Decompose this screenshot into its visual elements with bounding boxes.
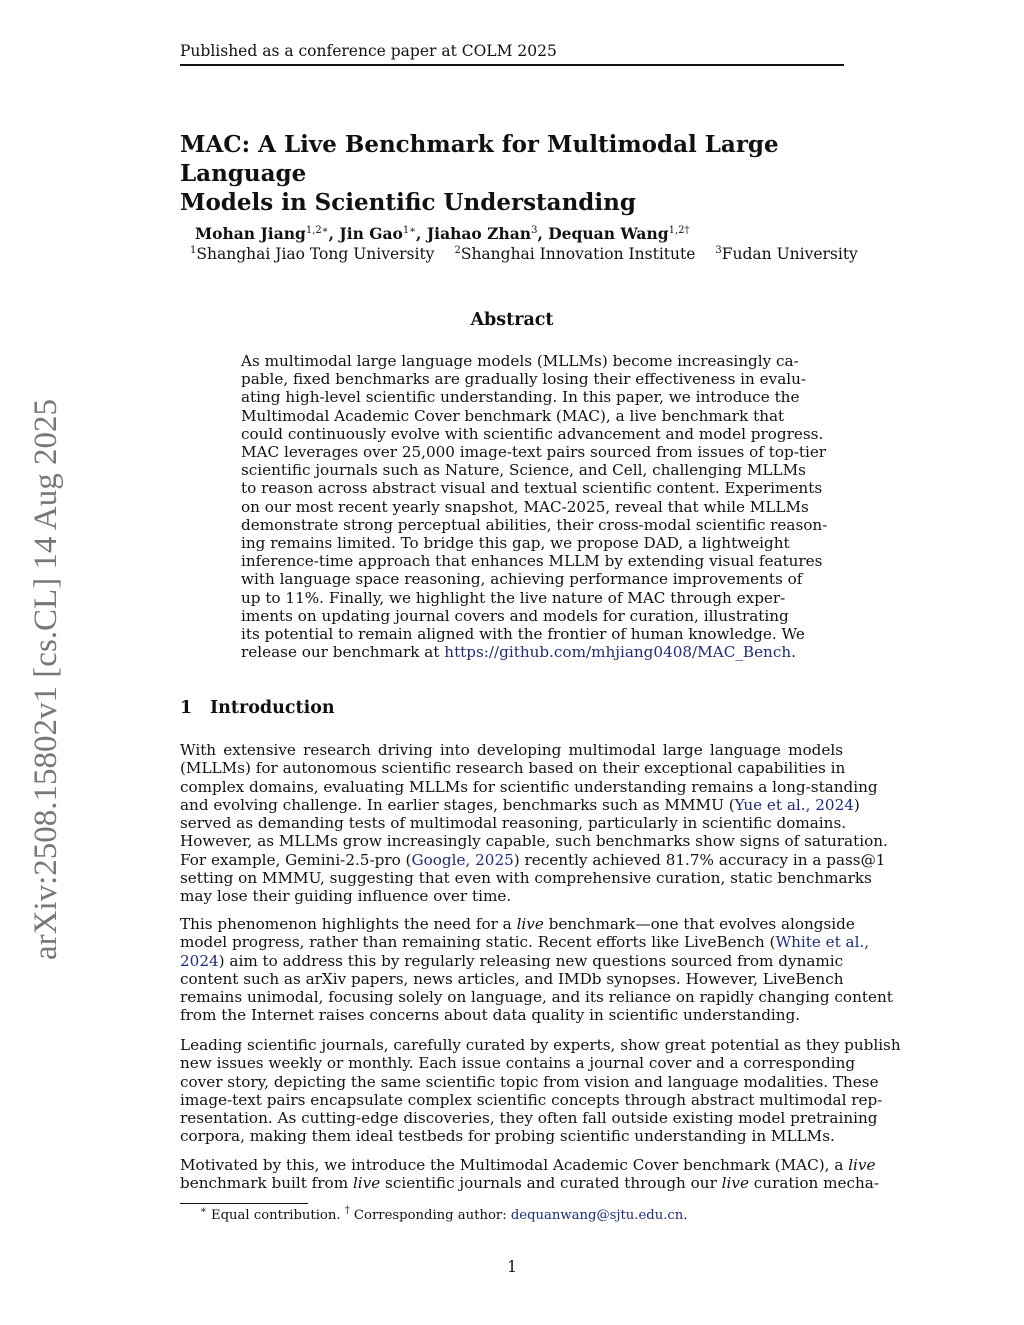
affiliation-list xyxy=(190,243,858,265)
text-line: complex domains, evaluating MLLMs for scientific understanding remains a long-standing xyxy=(180,777,878,796)
text-line: benchmark built from live scientific journals and curated through our live curation mecha- xyxy=(180,1174,879,1193)
footnote: ∗ Equal contribution. † Corresponding author: dequanwang@sjtu.edu.cn. xyxy=(200,1205,688,1223)
text-line: content such as arXiv papers, news articles, and IMDb synopses. However, LiveBench xyxy=(180,969,844,988)
abstract-line: with language space reasoning, achieving performance improvements of xyxy=(241,570,803,589)
abstract-line: to reason across abstract visual and textual scientific content. Experiments xyxy=(241,479,823,498)
text-line: 2024) aim to address this by regularly releasing new questions sourced from dynamic xyxy=(180,951,844,970)
email-link[interactable]: dequanwang@sjtu.edu.cn xyxy=(510,1208,684,1223)
abstract-line: release our benchmark at https://github.com/mhjiang0408/MAC_Bench. xyxy=(241,643,796,662)
emphasis: live xyxy=(721,1174,749,1193)
text-line: Leading scientific journals, carefully curated by experts, show great potential as they publish xyxy=(180,1036,901,1054)
text-line: cover story, depicting the same scientific topic from vision and language modalities. These xyxy=(180,1072,879,1091)
text-line: This phenomenon highlights the need for a live benchmark—one that evolves alongside xyxy=(180,915,855,933)
abstract-line: demonstrate strong perceptual abilities, their cross-modal scientific reason- xyxy=(241,515,828,534)
text-line: setting on MMMU, suggesting that even with comprehensive curation, static benchmarks xyxy=(180,869,872,888)
citation-link[interactable]: Yue et al., 2024 xyxy=(734,795,854,814)
citation-link[interactable]: Google, 2025 xyxy=(411,850,514,869)
abstract-line: inference-time approach that enhances MLLM by extending visual features xyxy=(241,552,823,571)
abstract-line: could continuously evolve with scientific advancement and model progress. xyxy=(241,424,824,443)
text-line: from the Internet raises concerns about data quality in scientific understanding. xyxy=(180,1006,801,1025)
text-line: new issues weekly or monthly. Each issue contains a journal cover and a corresponding xyxy=(180,1054,856,1073)
abstract-body xyxy=(241,352,828,662)
affiliation: $^2$Shanghai Innovation Institute xyxy=(454,245,696,263)
arxiv-identifier: arXiv:2508.15802v1 [cs.CL] 14 Aug 2025 xyxy=(28,399,64,960)
title-line-1: MAC: A Live Benchmark for Multimodal Large Language xyxy=(180,131,779,187)
emphasis: live xyxy=(848,1156,876,1174)
author: Jin Gao$^{1∗}$, xyxy=(339,224,427,243)
abstract-line: ating high-level scientific understanding. In this paper, we introduce the xyxy=(241,388,800,407)
section-number: 1 xyxy=(180,698,193,718)
abstract-line: on our most recent yearly snapshot, MAC-2025, reveal that while MLLMs xyxy=(241,497,809,516)
abstract-line: its potential to remain aligned with the frontier of human knowledge. We xyxy=(241,625,805,644)
footnote-rule xyxy=(180,1203,308,1204)
citation-link[interactable]: 2024 xyxy=(180,951,219,970)
paragraph xyxy=(180,915,893,1025)
abstract-line: iments on updating journal covers and models for curation, illustrating xyxy=(241,606,789,625)
section-title: Introduction xyxy=(210,698,335,718)
abstract-line: Multimodal Academic Cover benchmark (MAC), a live benchmark that xyxy=(241,406,785,425)
author: Jiahao Zhan$^3$, xyxy=(426,224,549,243)
paragraph xyxy=(180,1156,879,1193)
text-line: served as demanding tests of multimodal reasoning, particularly in scientific domains. xyxy=(180,814,847,833)
abstract-line: pable, fixed benchmarks are gradually losing their effectiveness in evalu- xyxy=(241,370,807,389)
abstract-line: MAC leverages over 25,000 image-text pairs sourced from issues of top-tier xyxy=(241,443,827,462)
section-heading xyxy=(180,698,335,718)
author-list xyxy=(195,223,835,245)
text-line: With extensive research driving into developing multimodal large language models xyxy=(180,741,843,759)
citation-link[interactable]: White et al., xyxy=(775,933,870,952)
title-line-2: Models in Scientific Understanding xyxy=(180,189,636,216)
abstract-line: up to 11%. Finally, we highlight the live nature of MAC through exper- xyxy=(241,588,786,607)
text-line: and evolving challenge. In earlier stages, benchmarks such as MMMU (Yue et al., 2024) xyxy=(180,795,860,814)
paragraph xyxy=(180,1036,901,1146)
text-line: corpora, making them ideal testbeds for probing scientific understanding in MLLMs. xyxy=(180,1127,835,1146)
text-line: For example, Gemini-2.5-pro (Google, 2025) recently achieved 81.7% accuracy in a pass@1 xyxy=(180,850,886,869)
header-rule xyxy=(180,64,844,66)
author: Mohan Jiang$^{1,2∗}$, xyxy=(195,224,340,243)
github-link[interactable]: https://github.com/mhjiang0408/MAC_Bench xyxy=(444,643,792,662)
abstract-line: ing remains limited. To bridge this gap, we propose DAD, a lightweight xyxy=(241,534,790,553)
text-line: However, as MLLMs grow increasingly capable, such benchmarks show signs of saturation. xyxy=(180,832,888,851)
abstract-heading: Abstract xyxy=(470,310,554,330)
paragraph xyxy=(180,741,888,906)
text-line: (MLLMs) for autonomous scientific research based on their exceptional capabilities in xyxy=(180,759,846,778)
text-line: model progress, rather than remaining static. Recent efforts like LiveBench (White et al., xyxy=(180,933,870,952)
emphasis: live xyxy=(516,915,544,933)
text-line: image-text pairs encapsulate complex scientific concepts through abstract multimodal rep- xyxy=(180,1090,883,1109)
text-line: resentation. As cutting-edge discoveries, they often fall outside existing model pretraining xyxy=(180,1109,878,1128)
page-number: 1 xyxy=(507,1258,517,1276)
paper-title xyxy=(180,130,844,217)
affiliation: $^1$Shanghai Jiao Tong University xyxy=(190,245,435,263)
text-line: may lose their guiding influence over time. xyxy=(180,887,512,906)
author: Dequan Wang$^{1,2\dagger}$ xyxy=(548,224,690,243)
text-line: remains unimodal, focusing solely on language, and its reliance on rapidly changing content xyxy=(180,988,893,1007)
emphasis: live xyxy=(352,1174,381,1193)
text-line: Motivated by this, we introduce the Multimodal Academic Cover benchmark (MAC), a live xyxy=(180,1156,876,1174)
abstract-line: As multimodal large language models (MLLMs) become increasingly ca- xyxy=(241,352,799,370)
abstract-line: scientific journals such as Nature, Science, and Cell, challenging MLLMs xyxy=(241,461,806,480)
running-header: Published as a conference paper at COLM 2025 xyxy=(180,42,557,60)
affiliation: $^3$Fudan University xyxy=(715,245,858,263)
